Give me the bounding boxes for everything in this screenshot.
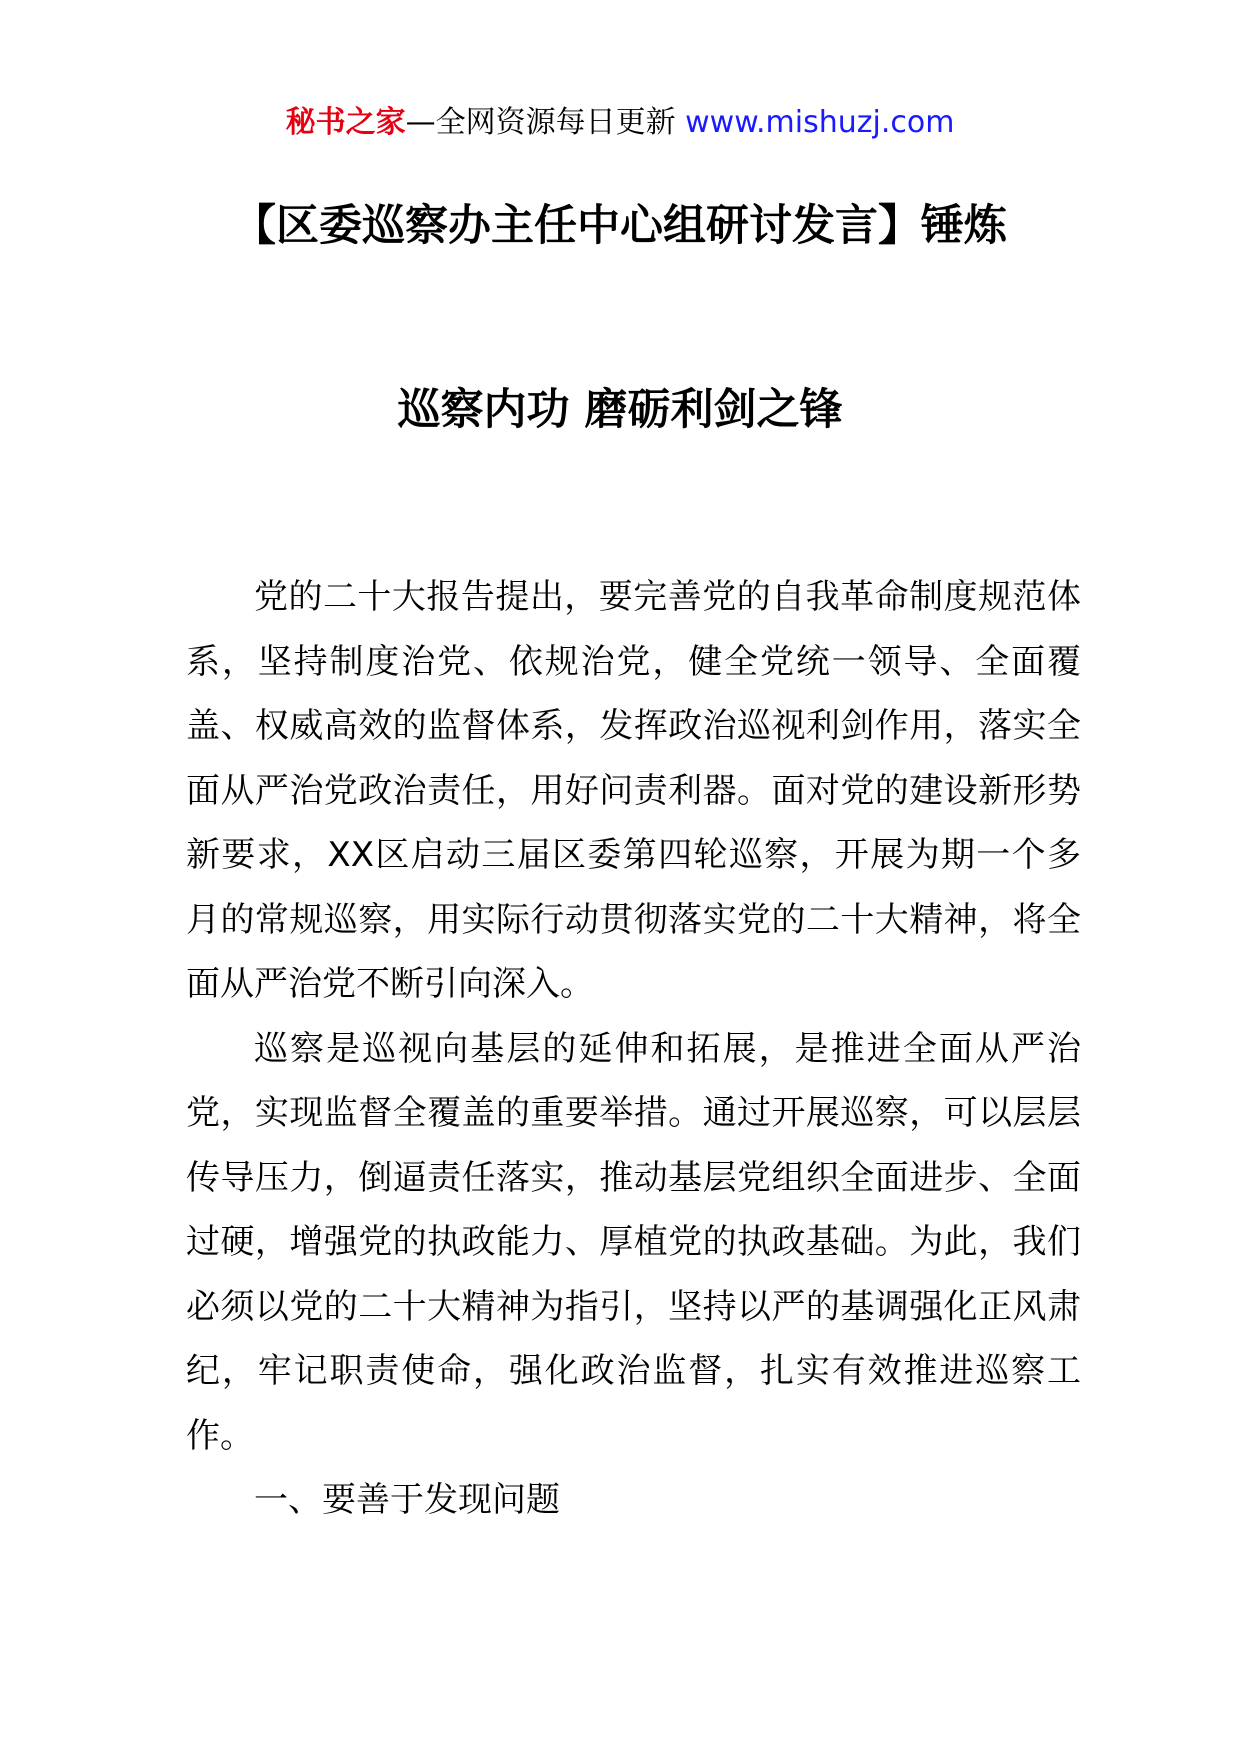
- document-title-line-1: 【区委巡察办主任中心组研讨发言】锤炼: [233, 201, 1007, 251]
- site-header: [0, 100, 1240, 146]
- site-brand: 秘书之家: [285, 105, 406, 140]
- body-paragraph-1: 党的二十大报告提出，要完善党的自我革命制度规范体系，坚持制度治党、依规治党，健全党统一领导、全面覆盖、权威高效的监督体系，发挥政治巡视利剑作用，落实全面从严治党政治责任，用好问责利器。面对党的建设新形势新要求，XX区启动三届区委第四轮巡察，开展为期一个多月的常规巡察，用实际行动贯彻落实党的二十大精神，将全面从严治党不断引向深入。: [186, 577, 1081, 1004]
- site-url-link[interactable]: www.mishuzj.com: [685, 105, 955, 140]
- section-heading: 一、要善于发现问题: [254, 1480, 560, 1520]
- body-paragraph-2: 巡察是巡视向基层的延伸和拓展，是推进全面从严治党，实现监督全覆盖的重要举措。通过开展巡察，可以层层传导压力，倒逼责任落实，推动基层党组织全面进步、全面过硬，增强党的执政能力、厚植党的执政基础。为此，我们必须以党的二十大精神为指引，坚持以严的基调强化正风肃纪，牢记职责使命，强化政治监督，扎实有效推进巡察工作。: [186, 1028, 1081, 1456]
- site-tagline: —全网资源每日更新: [405, 105, 676, 140]
- document-title-line-2: 巡察内功 磨砺利剑之锋: [397, 385, 843, 435]
- document-body: [186, 565, 1081, 1533]
